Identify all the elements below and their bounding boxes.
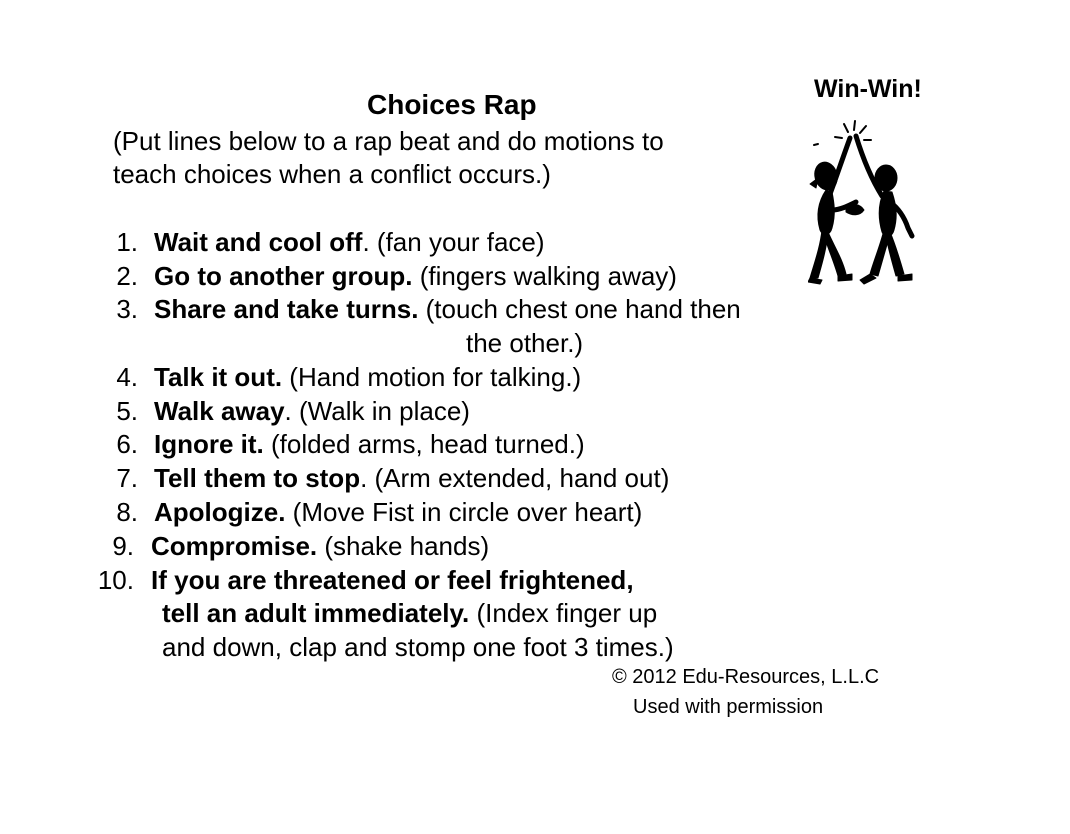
item-motion: (Hand motion for talking.) [282,362,582,392]
item-text [154,296,741,322]
item-number: 8. [116,497,138,527]
item-continuation: the other.) [466,328,584,358]
item-motion: (touch chest one hand then [418,294,741,324]
item-motion: (fingers walking away) [412,261,677,291]
intro-line-2: teach choices when a conflict occurs.) [113,159,551,189]
item-motion: . (fan your face) [362,227,545,257]
item-choice: Compromise. [151,531,318,561]
item-text [154,499,642,525]
item-choice: Apologize. [154,497,286,527]
item-choice: If you are threatened or feel frightened, [151,565,634,595]
item-motion: . (Arm extended, hand out) [360,463,670,493]
item-text [154,465,669,491]
item-choice: tell an adult immediately. [162,598,470,628]
two-dancers-high-five-icon [808,118,916,293]
item-choice: Tell them to stop [154,463,361,493]
page-title: Choices Rap [367,89,537,120]
item-choice: Ignore it. [154,429,264,459]
item-number: 10. [97,565,134,595]
intro-line-1: (Put lines below to a rap beat and do motions to [113,126,664,156]
item-choice: Wait and cool off [154,227,363,257]
item-number: 4. [116,362,138,392]
item-number: 3. [116,294,138,324]
item-text [154,398,470,424]
item-choice: Talk it out. [154,362,283,392]
item-text [154,431,585,457]
item-text [154,364,581,390]
item-choice: Share and take turns. [154,294,419,324]
permission-notice: Used with permission [633,696,824,718]
item-number: 7. [116,463,138,493]
item-choice: Walk away [154,396,285,426]
item-text [154,263,677,289]
item-text [151,567,634,593]
win-win-caption: Win-Win! [814,75,922,103]
item-number: 6. [116,429,138,459]
item-motion: (folded arms, head turned.) [263,429,585,459]
item-number: 5. [116,396,138,426]
item-text [154,229,545,255]
copyright-notice: © 2012 Edu-Resources, L.L.C [612,666,880,688]
item-continuation [162,600,657,626]
item-number: 1. [116,227,138,257]
item-choice: Go to another group. [154,261,413,291]
item-continuation: and down, clap and stomp one foot 3 times.) [162,632,674,662]
item-number: 9. [112,531,134,561]
item-number: 2. [116,261,138,291]
item-text [151,533,489,559]
item-motion: . (Walk in place) [284,396,470,426]
item-motion: (shake hands) [317,531,490,561]
item-motion: (Index finger up [469,598,658,628]
item-motion: (Move Fist in circle over heart) [285,497,643,527]
